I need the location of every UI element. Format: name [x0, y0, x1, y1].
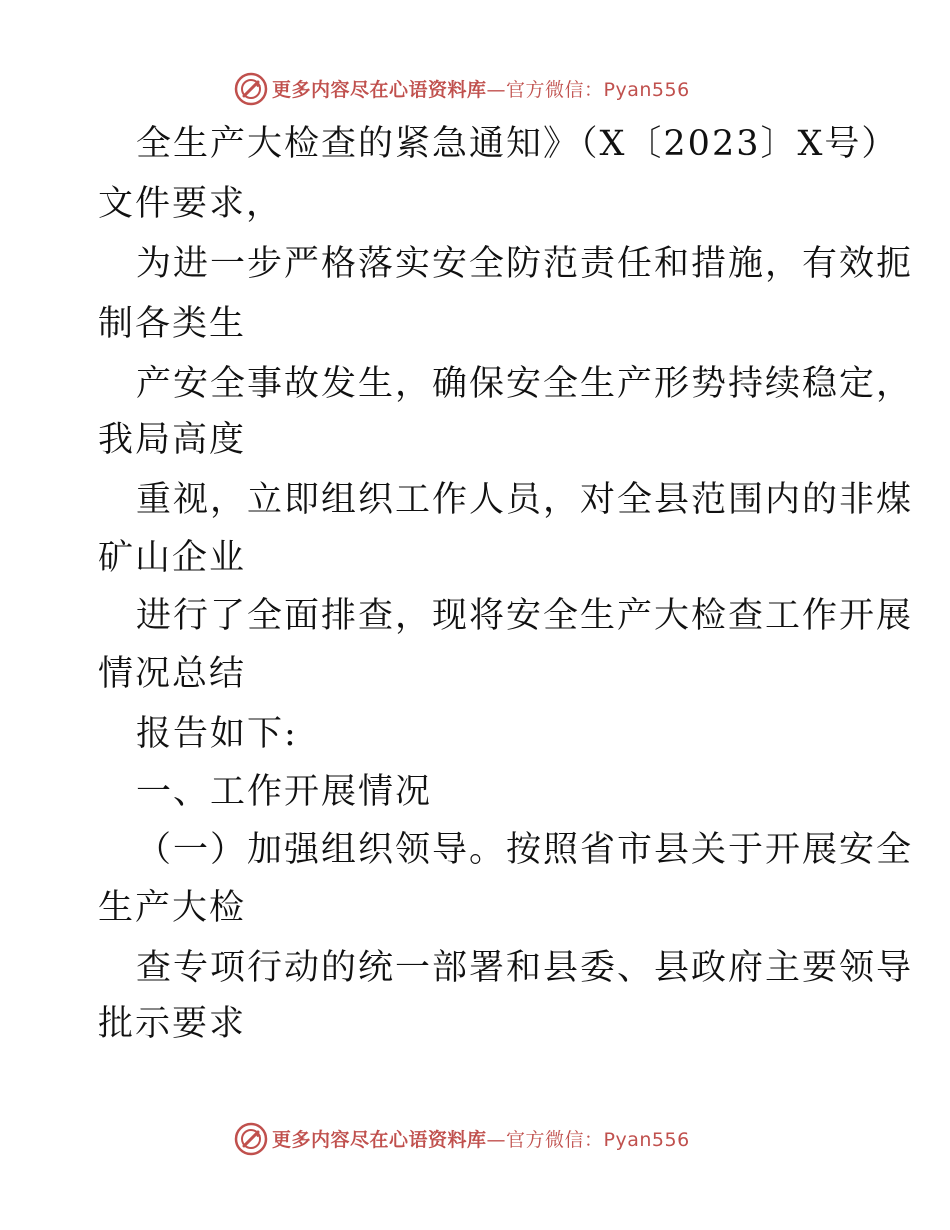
- watermark-text: [272, 1128, 690, 1152]
- watermark-site-text: 更多内容尽在心语资料库: [272, 79, 487, 101]
- body-line-13: （一）加强组织领导。按照省市县关于开展安全: [136, 830, 914, 870]
- body-line-9: 进行了全面排查，现将安全生产大检查工作开展: [136, 596, 914, 636]
- body-line-5: 产安全事故发生，确保安全生产形势持续稳定，: [136, 364, 914, 404]
- watermark-wechat-id: Pyan556: [603, 79, 690, 101]
- body-line-6: 我局高度: [98, 420, 247, 460]
- watermark-text: [272, 78, 690, 102]
- body-line-11: 报告如下:: [136, 714, 298, 754]
- header-watermark: [0, 70, 950, 110]
- red-seal-logo-icon: [234, 72, 268, 106]
- body-line-4: 制各类生: [98, 304, 247, 344]
- watermark-site-text: 更多内容尽在心语资料库: [272, 1129, 487, 1151]
- body-line-14: 生产大检: [98, 888, 247, 928]
- body-line-10: 情况总结: [98, 654, 247, 694]
- body-line-8: 矿山企业: [98, 538, 247, 578]
- body-line-3: 为进一步严格落实安全防范责任和措施，有效扼: [136, 244, 914, 284]
- body-line-16: 批示要求: [98, 1004, 247, 1044]
- body-line-15: 查专项行动的统一部署和县委、县政府主要领导: [136, 948, 914, 988]
- watermark-contact-text: 官方微信：: [506, 1129, 604, 1151]
- body-line-12: 一、工作开展情况: [136, 772, 433, 812]
- watermark-separator: —: [486, 1129, 507, 1151]
- watermark-wechat-id: Pyan556: [603, 1129, 690, 1151]
- red-seal-logo-icon: [234, 1122, 268, 1156]
- footer-watermark: [0, 1120, 950, 1160]
- body-line-2: 文件要求，: [98, 184, 284, 224]
- body-line-1: 全生产大检查的紧急通知》（X〔2023〕X号）: [136, 124, 899, 164]
- watermark-separator: —: [486, 79, 507, 101]
- body-line-7: 重视，立即组织工作人员，对全县范围内的非煤: [136, 480, 914, 520]
- watermark-contact-text: 官方微信：: [506, 79, 604, 101]
